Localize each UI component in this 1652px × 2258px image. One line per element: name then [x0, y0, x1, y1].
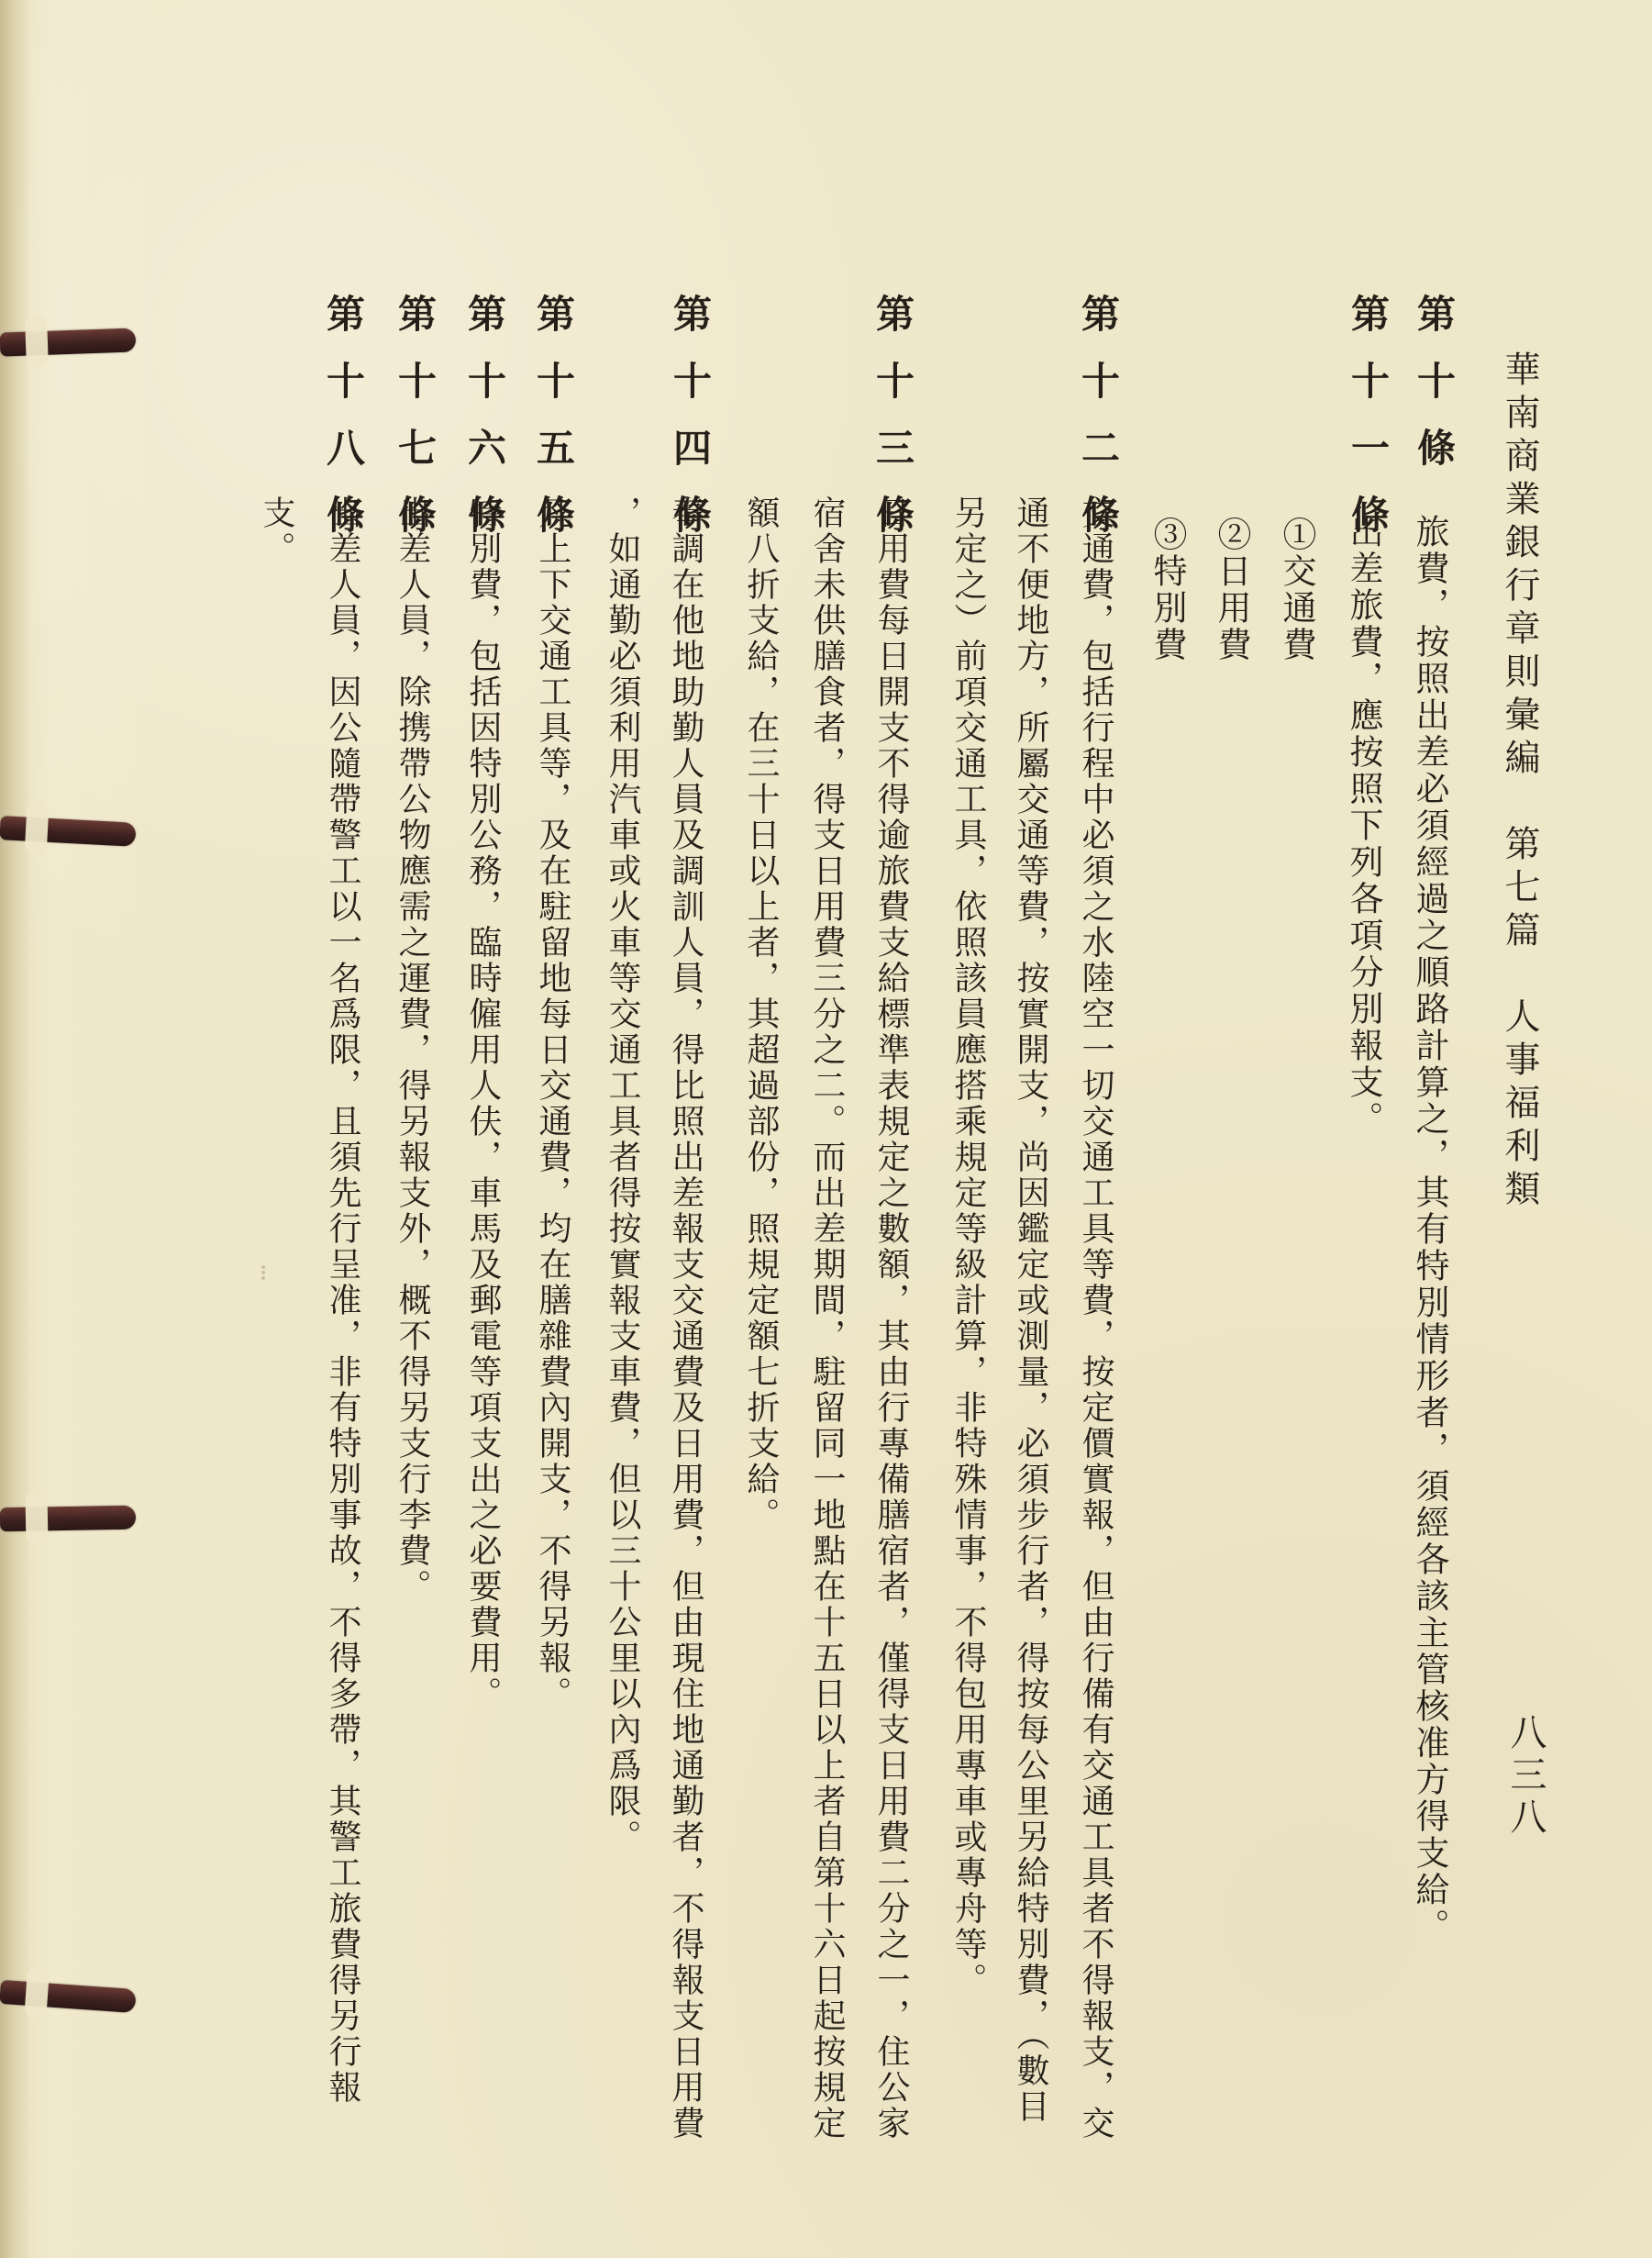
- page-number: 八三八: [1504, 1713, 1547, 1840]
- article-11-item-1: ①交通費: [1277, 517, 1316, 663]
- article-17-label: 第十七條: [393, 294, 438, 562]
- article-14-label: 第十四條: [668, 294, 713, 562]
- article-13-line-1: 日用費每日開支不得逾旅費支給標準表規定之數額，其由行專備膳宿者，僅得支日用費二分之一，住公家: [872, 495, 910, 2141]
- article-11-label: 第十一條: [1346, 294, 1391, 562]
- article-15-label: 第十五條: [531, 294, 576, 562]
- article-18-line-1: 出差人員，因公隨帶警工以一名爲限，且須先行呈准，非有特別事故，不得多帶，其警工旅費得另行報: [324, 495, 361, 2106]
- article-12-line-2: 通不便地方，所屬交通等費，按實開支，尚因鑑定或測量，必須步行者，得按每公里另給特別費，（數目: [1012, 495, 1049, 2125]
- article-18-label: 第十八條: [321, 294, 366, 562]
- article-17-line-1: 出差人員，除携帶公物應需之運費，得另報支外，概不得另支行李費。: [394, 495, 431, 1605]
- article-14-line-1: 奉調在他地助勤人員及調訓人員，得比照出差報支交通費及日用費，但由現住地通勤者，不得報支日用費: [667, 495, 704, 2141]
- article-13-line-3: 額八折支給，在三十日以上者，其超過部份，照規定額七折支給。: [742, 495, 780, 1533]
- article-16-label: 第十六條: [462, 294, 507, 562]
- article-12-label: 第十二條: [1076, 294, 1121, 562]
- article-11-line-1: 出差旅費，應按照下列各項分別報支。: [1344, 514, 1383, 1138]
- article-11-item-2: ②日用費: [1212, 517, 1251, 663]
- article-12-line-3: 另定之）前項交通工具，依照該員應搭乘規定等級計算，非特殊情事，不得包用專車或專舟等。: [949, 495, 987, 1998]
- article-text: [0, 294, 1652, 2258]
- article-13-label: 第十三條: [870, 294, 915, 562]
- article-10-label: 第十條: [1412, 294, 1457, 495]
- article-15-line-1: 凡上下交通工具等，及在駐留地每日交通費，均在膳雜費內開支，不得另報。: [534, 495, 571, 1712]
- running-head: 華南商業銀行章則彙編 第七篇 人事福利類: [1499, 350, 1540, 1213]
- article-18-line-2: 支。: [258, 495, 295, 567]
- article-16-line-1: 特別費，包括因特別公務，臨時僱用人伕，車馬及郵電等項支出之必要費用。: [464, 495, 502, 1712]
- article-11-item-3: ③特別費: [1148, 517, 1187, 663]
- article-12-line-1: 交通費，包括行程中必須之水陸空一切交通工具等費，按定價實報，但由行備有交通工具者不得報支，交: [1077, 495, 1114, 2141]
- article-14-line-2: ，如通勤必須利用汽車或火車等交通工具者得按實報支車費，但以三十公里以內爲限。: [604, 495, 641, 1855]
- article-13-line-2: 宿舍未供膳食者，得支日用費三分之二。而出差期間，駐留同一地點在十五日以上者自第十六日起按規定: [808, 495, 846, 2141]
- article-10-line-1: 旅費，按照出差必須經過之順路計算之，其有特別情形者，須經各該主管核准方得支給。: [1410, 514, 1449, 1945]
- paper-speck: [259, 1263, 268, 1285]
